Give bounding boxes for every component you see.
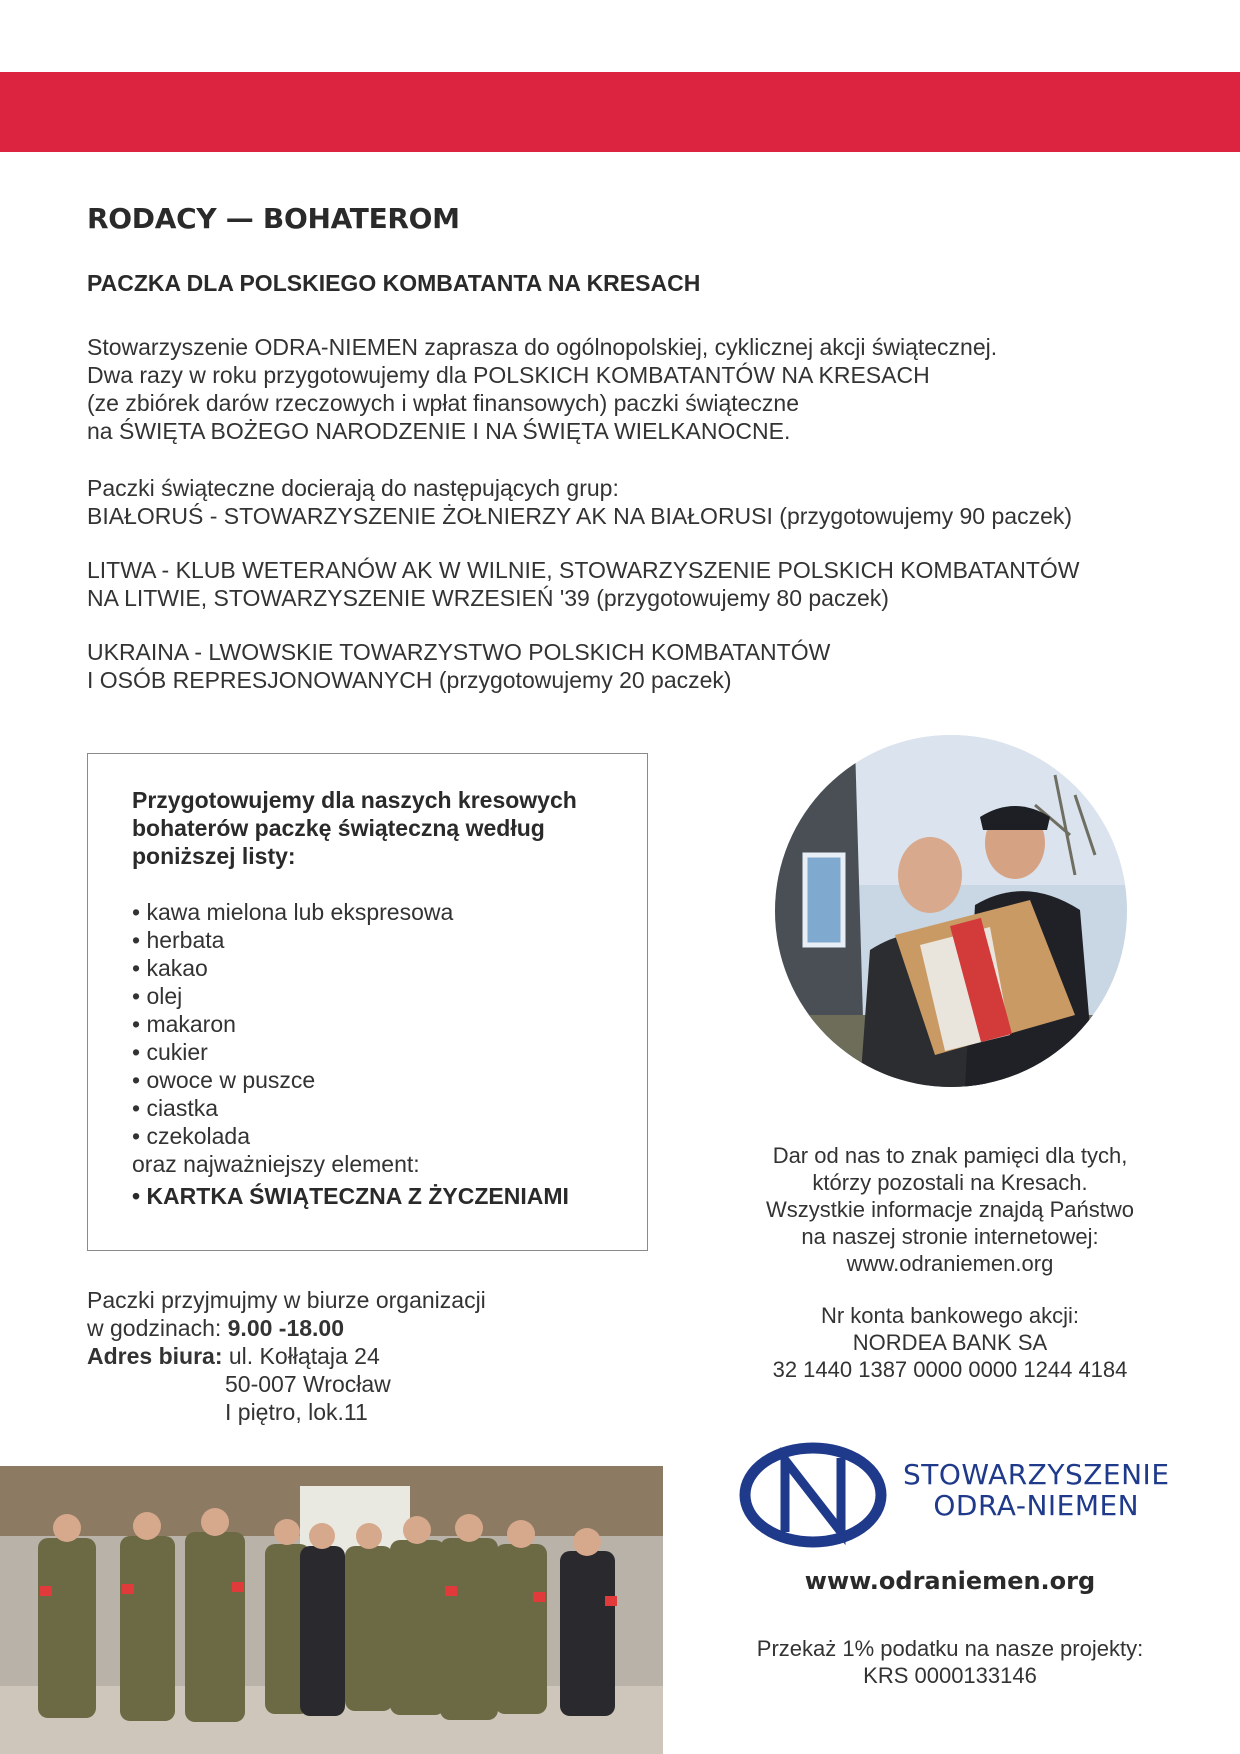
list-item: • herbata (132, 927, 225, 953)
info-line: www.odraniemen.org (846, 1251, 1054, 1276)
lithuania-paragraph (87, 556, 1080, 612)
intro-line: Dwa razy w roku przygotowujemy dla POLSKICH KOMBATANTÓW NA KRESACH (87, 362, 930, 388)
list-item: • kawa mielona lub ekspresowa (132, 899, 454, 925)
list-extra: oraz najważniejszy element: (132, 1151, 420, 1177)
heading-line: Przygotowujemy dla naszych kresowych (132, 787, 577, 813)
intro-line: (ze zbiórek darów rzeczowych i wpłat finansowych) paczki świąteczne (87, 390, 800, 416)
bank-line: 32 1440 1387 0000 0000 1244 4184 (772, 1357, 1128, 1382)
package-items-list (132, 898, 453, 1178)
list-item: • cukier (132, 1039, 208, 1065)
top-red-banner (0, 72, 1240, 152)
groups-paragraph (87, 474, 1072, 530)
office-hours: w godzinach: 9.00 -18.00 (87, 1315, 345, 1341)
info-line: Wszystkie informacje znajdą Państwo (765, 1197, 1135, 1222)
ukraine-paragraph (87, 638, 830, 694)
heading-line: poniższej listy: (132, 843, 296, 869)
intro-paragraph (87, 333, 997, 445)
bank-info (720, 1302, 1180, 1383)
intro-line: na ŚWIĘTA BOŻEGO NARODZENIE I NA ŚWIĘTA WIELKANOCNE. (87, 418, 791, 444)
intro-line: Stowarzyszenie ODRA-NIEMEN zaprasza do ogólnopolskiej, cyklicznej akcji świątecznej. (87, 334, 998, 360)
list-item: • owoce w puszce (132, 1067, 316, 1093)
ukraine-line: I OSÓB REPRESJONOWANYCH (przygotowujemy 20 paczek) (87, 667, 732, 693)
photo-veterans-group (0, 1466, 663, 1754)
logo-line: ODRA-NIEMEN (933, 1489, 1140, 1522)
list-item: • ciastka (132, 1095, 219, 1121)
info-line: Dar od nas to znak pamięci dla tych, (772, 1143, 1128, 1168)
photo-men-carrying-package (775, 735, 1127, 1087)
office-line: Paczki przyjmujmy w biurze organizacji (87, 1287, 486, 1313)
website-link[interactable]: www.odraniemen.org (804, 1567, 1096, 1595)
tax-line: KRS 0000133146 (863, 1663, 1037, 1688)
groups-line: Paczki świąteczne docierają do następujących grup: (87, 475, 619, 501)
office-address: Adres biura: ul. Kołłątaja 24 (87, 1343, 380, 1369)
page-title: RODACY — BOHATEROM (87, 202, 460, 235)
tax-line: Przekaż 1% podatku na nasze projekty: (756, 1636, 1144, 1661)
tax-info (720, 1635, 1180, 1689)
ukraine-line: UKRAINA - LWOWSKIE TOWARZYSTWO POLSKICH KOMBATANTÓW (87, 639, 831, 665)
lithuania-line: NA LITWIE, STOWARZYSZENIE WRZESIEŃ '39 (przygotowujemy 80 paczek) (87, 585, 889, 611)
list-final-item: • KARTKA ŚWIĄTECZNA Z ŻYCZENIAMI (132, 1183, 569, 1209)
office-info (87, 1286, 486, 1426)
logo-line: STOWARZYSZENIE (903, 1458, 1170, 1491)
logo-emblem-icon (733, 1440, 893, 1550)
office-address-line: 50-007 Wrocław (225, 1371, 391, 1397)
logo-text (903, 1459, 1170, 1521)
office-address-line: I piętro, lok.11 (225, 1399, 368, 1425)
lithuania-line: LITWA - KLUB WETERANÓW AK W WILNIE, STOWARZYSZENIE POLSKICH KOMBATANTÓW (87, 557, 1080, 583)
gift-info (720, 1142, 1180, 1277)
page-subtitle: PACZKA DLA POLSKIEGO KOMBATANTA NA KRESACH (87, 270, 701, 296)
bank-line: Nr konta bankowego akcji: (820, 1303, 1080, 1328)
info-line: na naszej stronie internetowej: (801, 1224, 1099, 1249)
groups-line: BIAŁORUŚ - STOWARZYSZENIE ŻOŁNIERZY AK NA BIAŁORUSI (przygotowujemy 90 paczek) (87, 503, 1073, 529)
heading-line: bohaterów paczkę świąteczną według (132, 815, 545, 841)
package-list-heading (132, 786, 577, 870)
list-item: • czekolada (132, 1123, 251, 1149)
info-line: którzy pozostali na Kresach. (812, 1170, 1088, 1195)
list-item: • makaron (132, 1011, 236, 1037)
list-item: • olej (132, 983, 183, 1009)
list-item: • kakao (132, 955, 208, 981)
bank-line: NORDEA BANK SA (852, 1330, 1048, 1355)
